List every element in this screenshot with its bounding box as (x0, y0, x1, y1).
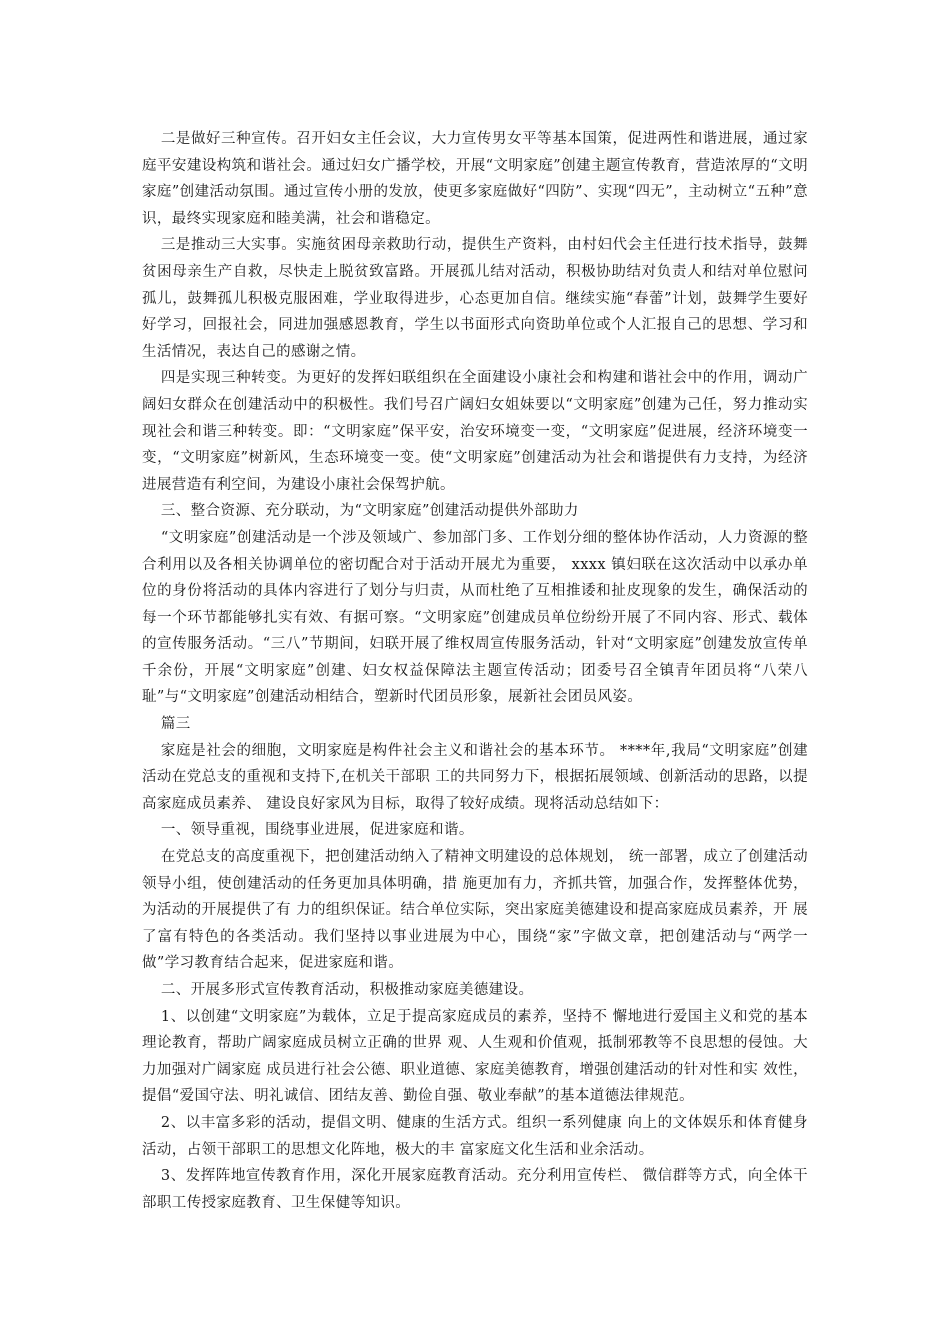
paragraph-leadership: 在党总支的高度重视下，把创建活动纳入了精神文明建设的总体规划， 统一部署，成立了创建活动领导小组，使创建活动的任务更加具体明确，措 施更加有力，齐抓共管，加强合作，发挥整体优势，为活动的开展提供了有 力的组织保证。结合单位实际，突出家庭美德建设和提高家庭成员素养，开 展了富有特色的各类活动。我们坚持以事业进展为中心，围绕“家”字做文章，把创建活动与“两学一做”学习教育结合起来，促进家庭和谐。 (142, 849, 808, 972)
section-heading-publicity-education: 二、开展多形式宣传教育活动，积极推动家庭美德建设。 (160, 982, 534, 998)
paragraph-family-introduction: 家庭是社会的细胞，文明家庭是构件社会主义和谐社会的基本环节。 ****年,我局“文明家庭”创建活动在党总支的重视和支持下,在机关干部职 工的共同努力下，根据拓展领域、创新活动的思路，以提高家庭成员素养、 建设良好家风为目标，取得了较好成绩。现将活动总结如下： (142, 742, 808, 812)
section-heading-integrate-resources: 三、整合资源、充分联动，为“文明家庭”创建活动提供外部助力 (160, 503, 579, 520)
section-heading-leadership: 一、领导重视，围绕事业进展，促进家庭和谐。 (160, 822, 474, 839)
list-item-3: 3、发挥阵地宣传教育作用，深化开展家庭教育活动。充分利用宣传栏、 微信群等方式，向全体干部职工传授家庭教育、卫生保健等知识。 (142, 1168, 808, 1211)
list-item-1: 1、以创建“文明家庭”为载体，立足于提高家庭成员的素养，坚持不 懈地进行爱国主义和党的基本理论教育，帮助广阔家庭成员树立正确的世界 观、人生观和价值观，抵制邪教等不良思想的侵蚀。大力加强对广阔家庭 成员进行社会公德、职业道德、家庭美德教育，增强创建活动的针对性和实 效性，提倡“爱国守法、明礼诚信、团结友善、勤俭自强、敬业奉献”的基本道德法律规范。 (142, 1008, 808, 1105)
chapter-title-part-three: 篇三 (160, 716, 191, 733)
paragraph-three-affairs: 三是推动三大实事。实施贫困母亲救助行动，提供生产资料，由村妇代会主任进行技术指导，鼓舞贫困母亲生产自救，尽快走上脱贫致富路。开展孤儿结对活动，积极协助结对负责人和结对单位慰问孤儿，鼓舞孤儿积极克服困难，学业取得进步，心态更加自信。继续实施“春蕾”计划，鼓舞学生要好好学习，回报社会，同进加强感恩教育，学生以书面形式向资助单位或个人汇报自己的思想、学习和生活情况，表达自己的感谢之情。 (142, 237, 808, 360)
paragraph-three-transformations: 四是实现三种转变。为更好的发挥妇联组织在全面建设小康社会和构建和谐社会中的作用，调动广阔妇女群众在创建活动中的积极性。我们号召广阔妇女姐妹要以“文明家庭”创建为己任，努力推动实现社会和谐三种转变。即：“文明家庭”保平安，治安环境变一变，“文明家庭”促进展，经济环境变一变，“文明家庭”树新风，生态环境变一变。使“文明家庭”创建活动为社会和谐提供有力支持，为经济进展营造有利空间，为建设小康社会保驾护航。 (142, 370, 808, 493)
document-body (142, 126, 808, 1216)
paragraph-collaboration: “文明家庭”创建活动是一个涉及领域广、参加部门多、工作划分细的整体协作活动，人力资源的整合利用以及各相关协调单位的密切配合对于活动开展尤为重要， xxxx 镇妇联在这次活动中以承办单位的身份将活动的具体内容进行了划分与归责，从而杜绝了互相推诿和扯皮现象的发生，确保活动的每一个环节都能够扎实有效、有据可察。“文明家庭”创建成员单位纷纷开展了不同内容、形式、载体的宣传服务活动。“三八”节期间，妇联开展了维权周宣传服务活动，针对“文明家庭”创建发放宣传单千余份，开展“文明家庭”创建、妇女权益保障法主题宣传活动；团委号召全镇青年团员将“八荣八耻”与“文明家庭”创建活动相结合，塑新时代团员形象，展新社会团员风姿。 (142, 529, 808, 706)
list-item-2: 2、以丰富多彩的活动，提倡文明、健康的生活方式。组织一系列健康 向上的文体娱乐和体育健身活动，占领干部职工的思想文化阵地，极大的丰 富家庭文化生活和业余活动。 (142, 1114, 808, 1158)
paragraph-three-publicity: 二是做好三种宣传。召开妇女主任会议，大力宣传男女平等基本国策，促进两性和谐进展，通过家庭平安建设构筑和谐社会。通过妇女广播学校，开展“文明家庭”创建主题宣传教育，营造浓厚的“文明家庭”创建活动氛围。通过宣传小册的发放，使更多家庭做好“四防”、实现“四无”，主动树立“五种”意识，最终实现家庭和睦美满，社会和谐稳定。 (142, 131, 808, 227)
